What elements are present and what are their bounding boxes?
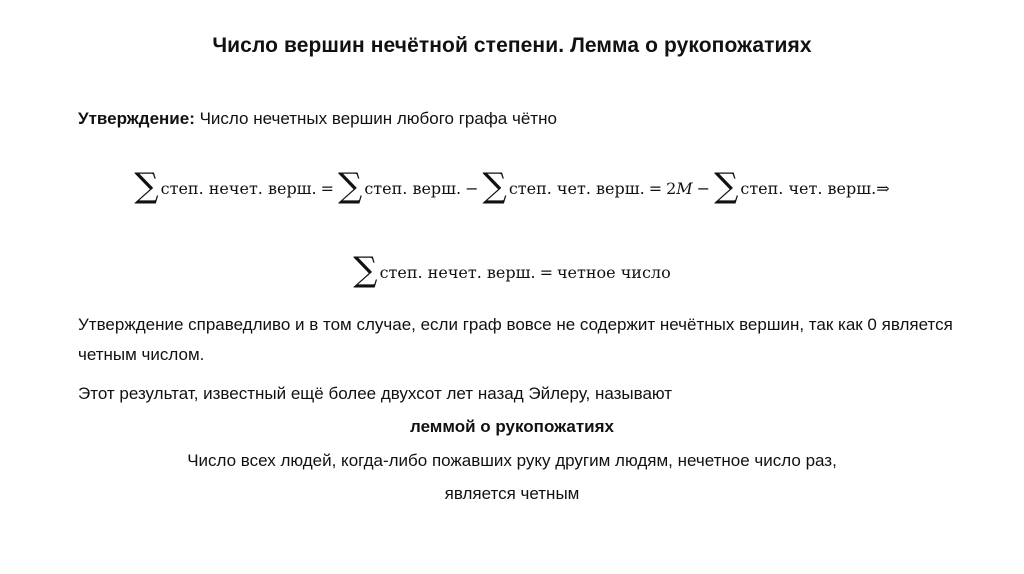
formula-result-text: четное число xyxy=(556,262,671,282)
paragraph-euler: Этот результат, известный ещё более двухсот лет назад Эйлеру, называют xyxy=(78,384,673,403)
formula-term: степ. нечет. верш. xyxy=(379,262,536,282)
sum-symbol: ∑ xyxy=(338,166,363,206)
formula-coefficient: 2 xyxy=(666,178,677,198)
formula-term: степ. нечет. верш. xyxy=(160,178,317,198)
formula-term: степ. верш. xyxy=(364,178,462,198)
handshake-fact-line-2: является четным xyxy=(444,484,580,503)
formula-variable: M xyxy=(676,178,693,198)
formula-term: степ. чет. верш. xyxy=(740,178,877,198)
statement-label: Утверждение: xyxy=(78,109,195,128)
handshake-fact-line-1: Число всех людей, когда-либо пожавших руку другим людям, нечетное число раз, xyxy=(187,451,837,470)
equals-sign: = xyxy=(648,178,663,198)
statement xyxy=(78,109,557,129)
lemma-name: леммой о рукопожатиях xyxy=(410,417,614,436)
minus-sign: − xyxy=(465,178,479,198)
minus-sign: − xyxy=(696,178,711,198)
formula-sum-identity xyxy=(0,168,1024,208)
formula-result xyxy=(0,252,1024,292)
paragraph-zero-case: Утверждение справедливо и в том случае, если граф вовсе не содержит нечётных вершин, так как 0 является четным числом. xyxy=(78,315,953,364)
slide-title: Число вершин нечётной степени. Лемма о рукопожатиях xyxy=(212,34,812,57)
sum-symbol: ∑ xyxy=(134,166,159,206)
equals-sign: = xyxy=(320,178,335,198)
statement-text: Число нечетных вершин любого графа чётно xyxy=(194,109,557,128)
equals-sign: = xyxy=(539,262,553,282)
formula-term: степ. чет. верш. xyxy=(508,178,645,198)
sum-symbol: ∑ xyxy=(353,250,378,290)
implies-sign: ⇒ xyxy=(876,178,890,198)
sum-symbol: ∑ xyxy=(714,166,739,206)
sum-symbol: ∑ xyxy=(482,166,507,206)
